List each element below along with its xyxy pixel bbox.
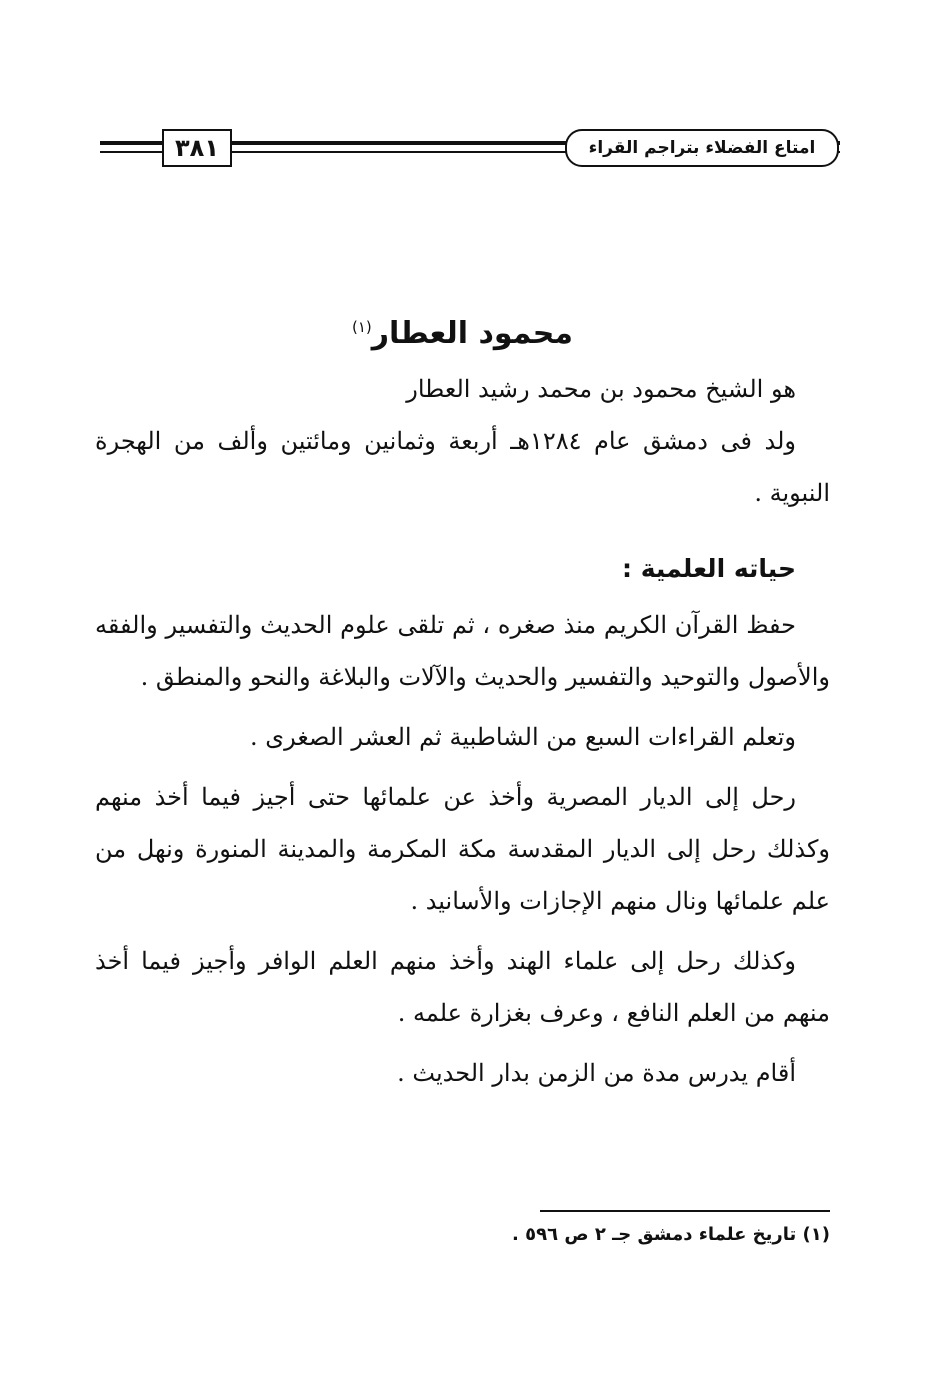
article-title (95, 300, 830, 361)
paragraph-india: وكذلك رحل إلى علماء الهند وأخذ منهم العلم الوافر وأجيز فيما أخذ منهم من العلم النافع ، وعرف بغزارة علمه . (95, 947, 830, 1027)
paragraph-readings: وتعلم القراءات السبع من الشاطبية ثم العشر الصغرى . (250, 723, 796, 751)
page-number: ٣٨١ (162, 129, 232, 167)
book-title: امتاع الفضلاء بتراجم القراء (565, 129, 839, 167)
footnote: (١) تاريخ علماء دمشق جـ ٢ ص ٥٩٦ . (512, 1224, 830, 1245)
article-title-text: محمود العطار (371, 316, 573, 351)
footnote-rule (540, 1210, 830, 1212)
paragraph-name: هو الشيخ محمود بن محمد رشيد العطار (406, 375, 796, 403)
footnote-marker: (١) (352, 318, 372, 336)
paragraph-travels: رحل إلى الديار المصرية وأخذ عن علمائها حتى أجيز فيما أخذ منهم وكذلك رحل إلى الديار المقدسة مكة المكرمة والمدينة المنورة ونهل من علم علمائها ونال منهم الإجازات والأسانيد . (95, 783, 830, 915)
article-body (95, 300, 830, 1099)
paragraph-birth: ولد فى دمشق عام ١٢٨٤هـ أربعة وثمانين ومائتين وألف من الهجرة النبوية . (95, 427, 830, 507)
paragraph-memorization: حفظ القرآن الكريم منذ صغره ، ثم تلقى علوم الحديث والتفسير والفقه والأصول والتوحيد والتفسير والحديث والآلات والبلاغة والنحو والمنطق . (95, 611, 830, 691)
section-heading: حياته العلمية : (622, 554, 796, 583)
paragraph-teaching: أقام يدرس مدة من الزمن بدار الحديث . (397, 1059, 796, 1087)
running-header (0, 0, 949, 200)
